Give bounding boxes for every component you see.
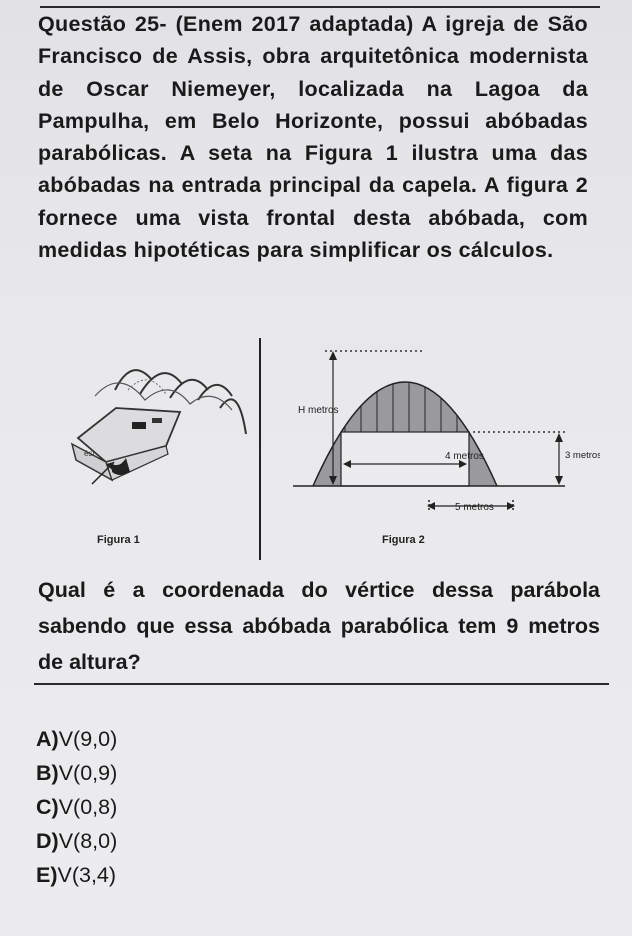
label-h-metros: H metros bbox=[298, 405, 339, 416]
answer-options bbox=[36, 722, 117, 892]
option-c[interactable]: C)V(0,8) bbox=[36, 795, 118, 819]
question-prompt: Qual é a coordenada do vértice dessa parábola sabendo que essa abóbada parabólica tem 9 metros de altura? bbox=[38, 578, 600, 674]
label-3-metros: 3 metros bbox=[565, 450, 600, 461]
figures-divider bbox=[259, 338, 261, 560]
label-5-metros: 5 metros bbox=[455, 502, 494, 513]
figure-1-caption: Figura 1 bbox=[97, 534, 140, 546]
figure-2-caption: Figura 2 bbox=[382, 534, 425, 546]
label-4-metros: 4 metros bbox=[445, 451, 484, 462]
option-d[interactable]: D)V(8,0) bbox=[36, 829, 118, 853]
parabola-diagram bbox=[265, 338, 600, 560]
option-b[interactable]: B)V(0,9) bbox=[36, 761, 118, 785]
svg-text:ésı: ésı bbox=[84, 449, 95, 458]
figures-panel bbox=[40, 338, 600, 560]
question-text: Questão 25- (Enem 2017 adaptada) A igreja de São Francisco de Assis, obra arquitetônica modernista de Oscar Niemeyer, localizada na Lagoa da Pampulha, em Belo Horizonte, possui abóbadas parabólicas. A seta na Figura 1 ilustra uma das abóbadas na entrada principal da capela. A figura 2 fornece uma vista frontal desta abóbada, com medidas hipotéticas para simplificar os cálculos. bbox=[38, 12, 588, 263]
figure-2 bbox=[265, 338, 600, 560]
option-a[interactable]: A)V(9,0) bbox=[36, 727, 118, 751]
church-sketch-image bbox=[40, 338, 258, 560]
prompt-divider bbox=[34, 683, 609, 685]
figure-1 bbox=[40, 338, 258, 560]
option-e[interactable]: E)V(3,4) bbox=[36, 863, 117, 887]
